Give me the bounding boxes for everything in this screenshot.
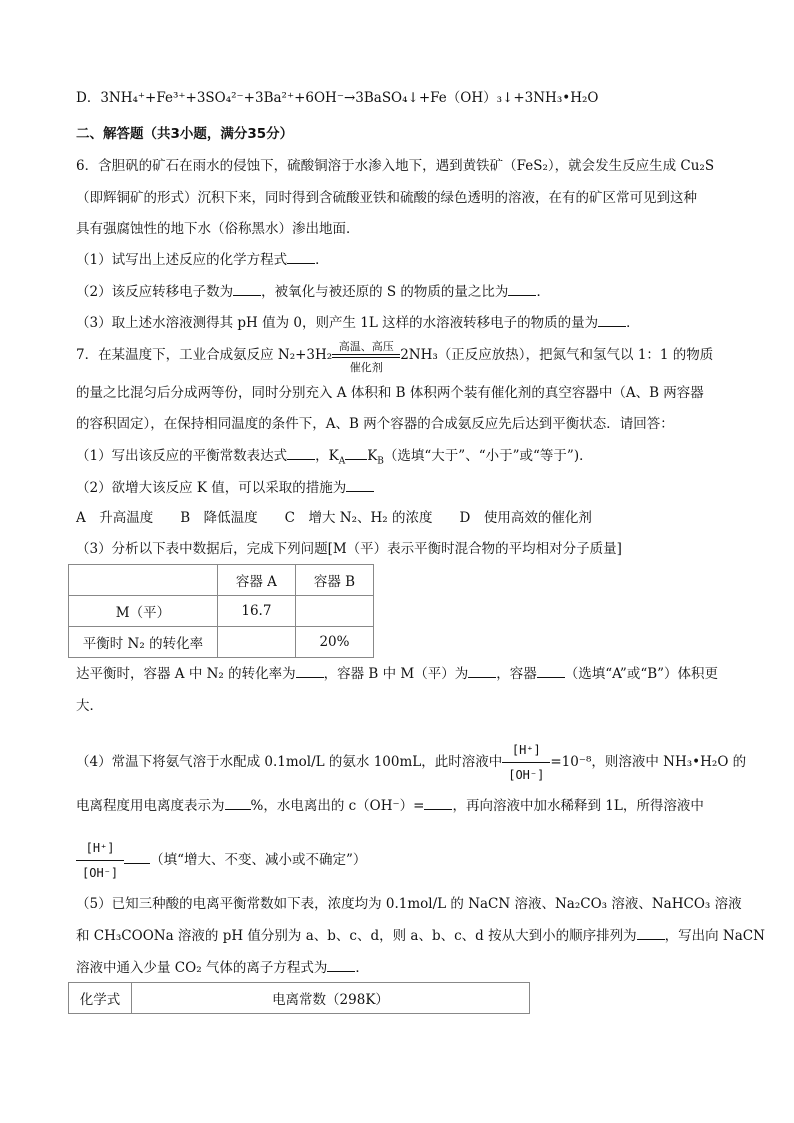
q7-line2: 的量之比混匀后分成两等份，同时分别充入 A 体积和 B 体积两个装有催化剂的真空容器中（A、B 两容器	[76, 385, 704, 401]
section-title: 二、解答题（共3小题，满分35分）	[76, 126, 294, 142]
frac-den: [OH⁻]	[508, 768, 545, 782]
q7-part4-text3: 电离程度用电离度表示为	[76, 798, 225, 814]
table-header-b: 容器 B	[295, 565, 373, 596]
q6-part2-end: ．	[536, 284, 550, 300]
subscript-b: B	[377, 456, 384, 467]
after-text: 达平衡时，容器 A 中 N₂ 的转化率为	[76, 666, 296, 682]
answer-blank[interactable]	[598, 314, 626, 327]
q7-part1-k: ，K	[315, 448, 339, 464]
frac-den-2: [OH⁻]	[82, 866, 119, 880]
answer-blank[interactable]	[296, 665, 324, 678]
after-text3: ，容器	[496, 666, 537, 682]
q7-part1	[76, 446, 593, 466]
table-cell: M（平）	[69, 596, 218, 627]
answer-blank[interactable]	[287, 447, 315, 460]
answer-blank[interactable]	[124, 851, 150, 864]
table-header-empty	[69, 565, 218, 596]
reaction-condition-bottom: 催化剂	[349, 360, 383, 374]
q7-part5-text: 和 CH₃COONa 溶液的 pH 值分别为 a、b、c、d，则 a、b、c、d 按从大到小的顺序排列为	[76, 928, 637, 944]
answer-blank[interactable]	[537, 665, 565, 678]
q7-part5-b	[76, 926, 765, 946]
answer-blank[interactable]	[637, 927, 665, 940]
q7-part4	[76, 738, 746, 787]
q6-part2-text: （2）该反应转移电子数为	[76, 284, 234, 300]
subscript-a: A	[338, 456, 346, 467]
q7-part4-b	[76, 796, 704, 816]
q7-part4-text4: %，水电离出的 c（OH⁻）=	[250, 798, 425, 814]
table-cell: 20%	[295, 627, 373, 658]
q6-line1: 6．含胆矾的矿石在雨水的侵蚀下，硫酸铜溶于水渗入地下，遇到黄铁矿（FeS₂），就会发生反应生成 Cu₂S	[76, 158, 715, 174]
q6-part1-text: （1）试写出上述反应的化学方程式	[76, 252, 288, 268]
h-oh-ratio	[502, 738, 550, 787]
q7-part4-text6: （填“增大、不变、减小或不确定”）	[150, 852, 367, 868]
q6-part3-end: ．	[626, 315, 640, 331]
q7-options: A 升高温度 B 降低温度 C 增大 N₂、H₂ 的浓度 D 使用高效的催化剂	[76, 510, 592, 526]
q6-part2	[76, 282, 550, 302]
q7-part5-text3: 溶液中通入少量 CO₂ 气体的离子方程式为	[76, 960, 328, 976]
answer-blank[interactable]	[508, 283, 536, 296]
answer-blank[interactable]	[225, 797, 251, 810]
after-text2: ，容器 B 中 M（平）为	[323, 666, 469, 682]
q7-part2	[76, 478, 374, 498]
h-oh-ratio-2	[76, 836, 124, 885]
table2-header-constant: 电离常数（298K）	[132, 983, 530, 1014]
q6-part1	[76, 250, 329, 270]
q7-after-table	[76, 664, 718, 684]
table-cell: 16.7	[217, 596, 295, 627]
q7-part5: （5）已知三种酸的电离平衡常数如下表，浓度均为 0.1mol/L 的 NaCN 溶液、Na₂CO₃ 溶液、NaHCO₃ 溶液	[76, 896, 742, 912]
data-table	[68, 564, 374, 658]
q7-part5-c	[76, 958, 369, 978]
option-d: D．3NH₄⁺+Fe³⁺+3SO₄²⁻+3Ba²⁺+6OH⁻→3BaSO₄↓+Fe（OH）₃↓+3NH₃•H₂O	[76, 90, 599, 106]
table-cell: 平衡时 N₂ 的转化率	[69, 627, 218, 658]
answer-blank[interactable]	[345, 447, 367, 460]
acid-constant-table	[68, 982, 530, 1014]
q6-part2-text2: ，被氧化与被还原的 S 的物质的量之比为	[261, 284, 509, 300]
answer-blank[interactable]	[468, 665, 496, 678]
q7-line3: 的容积固定），在保持相同温度的条件下，A、B 两个容器的合成氨反应先后达到平衡状态．请回答：	[76, 416, 674, 432]
answer-blank[interactable]	[327, 959, 355, 972]
q7-intro	[76, 339, 714, 374]
q6-line3: 具有强腐蚀性的地下水（俗称黑水）渗出地面．	[76, 221, 360, 237]
q6-line2: （即辉铜矿的形式）沉积下来，同时得到含硫酸亚铁和硫酸的绿色透明的溶液，在有的矿区常可见到这种	[76, 190, 697, 206]
table-cell	[217, 627, 295, 658]
q7-part1-end: （选填“大于”、“小于”或“等于”)．	[383, 448, 593, 464]
q7-part4-text5: ，再向溶液中加水稀释到 1L，所得溶液中	[452, 798, 704, 814]
table2-header-formula: 化学式	[69, 983, 132, 1014]
q7-part4-text: （4）常温下将氨气溶于水配成 0.1mol/L 的氨水 100mL，此时溶液中	[76, 754, 503, 770]
q7-part5-text2: ，写出向 NaCN	[664, 928, 765, 944]
q7-intro-text2: 2NH₃（正反应放热），把氮气和氢气以 1：1 的物质	[400, 347, 714, 363]
q6-part3	[76, 313, 640, 333]
frac-num-2: [H⁺]	[76, 836, 124, 861]
table-cell	[295, 596, 373, 627]
answer-blank[interactable]	[233, 283, 261, 296]
table-header-a: 容器 A	[217, 565, 295, 596]
after-text4: （选填“A”或“B”）体积更	[564, 666, 719, 682]
frac-num: [H⁺]	[502, 738, 550, 763]
answer-blank[interactable]	[346, 479, 374, 492]
q7-part2-text: （2）欲增大该反应 K 值，可以采取的措施为	[76, 480, 347, 496]
q7-part5-end: ．	[355, 960, 369, 976]
reaction-condition-top: 高温、高压	[338, 339, 394, 353]
q7-part4-text2: =10⁻⁸，则溶液中 NH₃•H₂O 的	[550, 754, 747, 770]
answer-blank[interactable]	[287, 251, 315, 264]
q7-part3: （3）分析以下表中数据后，完成下列问题[M（平）表示平衡时混合物的平均相对分子质量]	[76, 541, 622, 557]
q7-part1-k2: K	[367, 448, 378, 464]
q6-part1-end: ．	[315, 252, 329, 268]
answer-blank[interactable]	[424, 797, 452, 810]
q7-after-end: 大．	[76, 698, 103, 714]
q7-intro-text: 7．在某温度下，工业合成氨反应 N₂+3H₂	[76, 347, 333, 363]
q7-part1-text: （1）写出该反应的平衡常数表达式	[76, 448, 288, 464]
q7-part4-c	[76, 836, 366, 885]
q6-part3-text: （3）取上述水溶液测得其 pH 值为 0，则产生 1L 这样的水溶液转移电子的物质的量为	[76, 315, 599, 331]
equilibrium-arrow	[332, 339, 400, 374]
